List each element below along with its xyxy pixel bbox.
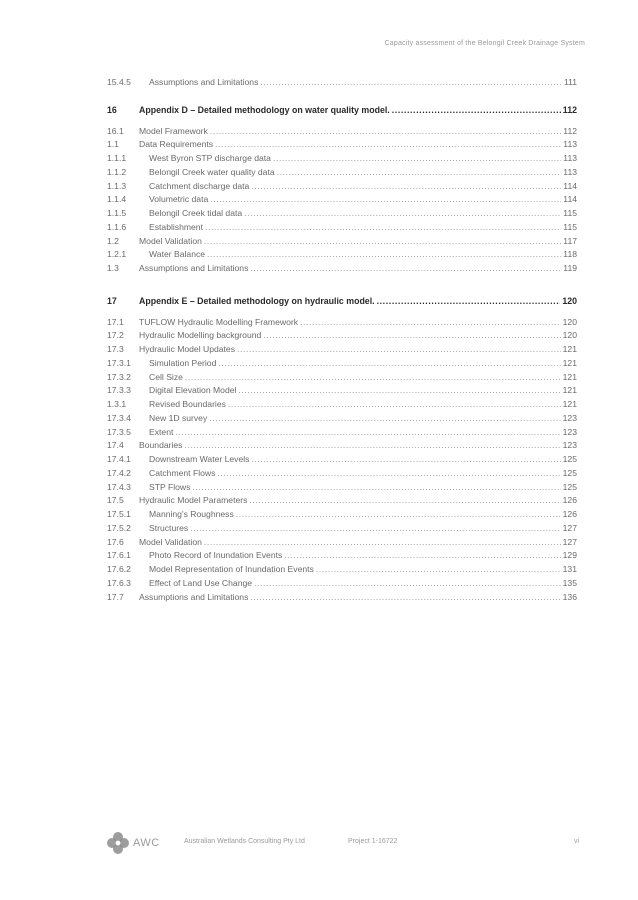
toc-leader-dots [209,412,560,426]
toc-entry[interactable] [107,76,577,90]
toc-entry[interactable] [107,329,577,343]
toc-entry[interactable] [107,426,577,440]
toc-entry[interactable] [107,563,577,577]
toc-title: Hydraulic Model Parameters [139,495,248,506]
toc-page-number: 113 [563,139,577,150]
toc-entry[interactable] [107,166,577,180]
toc-title: Revised Boundaries [149,399,226,409]
toc-number: 1.1.3 [107,180,127,191]
toc-page-number: 120 [562,295,577,306]
toc-leader-dots [250,262,561,276]
toc-page-number: 123 [562,426,577,437]
toc-number: 16.1 [107,125,124,136]
toc-entry[interactable] [107,343,577,357]
toc-number: 1.3 [107,263,119,273]
running-header: Capacity assessment of the Belongil Creek Drainage System [384,40,585,47]
toc-leader-dots [251,180,561,194]
toc-page-number: 125 [562,454,577,464]
toc-leader-dots [260,76,562,90]
toc-title: TUFLOW Hydraulic Modelling Framework [139,316,299,327]
toc-page-number: 115 [563,221,577,232]
toc-page-number: 113 [563,153,577,163]
toc-leader-dots [273,152,561,166]
toc-page-number: 136 [562,591,577,602]
footer-company: Australian Wetlands Consulting Pty Ltd [184,838,305,845]
toc-title: Assumptions and Limitations [139,591,249,602]
toc-entry[interactable] [107,384,577,398]
toc-title: Structures [149,522,189,533]
toc-page-number: 126 [562,495,577,506]
toc-page-number: 115 [563,208,577,218]
toc-page-number: 121 [562,385,577,396]
toc-entry[interactable] [107,522,577,536]
toc-leader-dots [249,494,560,508]
toc-page-number: 125 [562,481,577,492]
toc-block-section-15 [107,76,577,90]
toc-title: Simulation Period [149,357,217,368]
toc-leader-dots [263,329,560,343]
toc-number: 17.4 [107,440,124,451]
toc-title: Digital Elevation Model [149,385,237,396]
toc-title: Extent [149,426,174,437]
toc-entry[interactable] [107,467,577,481]
toc-number: 17.5 [107,495,124,506]
toc-number: 17 [107,295,117,306]
toc-number: 1.3.1 [107,399,127,409]
toc-number: 17.3.5 [107,426,131,437]
toc-page-number: 121 [562,357,577,368]
toc-title: Photo Record of Inundation Events [149,550,283,561]
toc-title: West Byron STP discharge data [149,153,271,163]
toc-leader-dots [190,522,560,536]
toc-entry[interactable] [107,152,577,166]
toc-title: Downstream Water Levels [149,454,250,464]
toc-number: 17.4.3 [107,481,131,492]
toc-number: 17.1 [107,316,124,327]
toc-entry[interactable] [107,549,577,563]
toc-number: 17.4.1 [107,454,131,464]
toc-leader-dots [215,138,561,152]
toc-title: Cell Size [149,371,183,382]
toc-leader-dots [392,104,561,118]
toc-number: 17.6.1 [107,550,131,561]
toc-title: Establishment [149,221,203,232]
toc-entry[interactable] [107,371,577,385]
toc-page-number: 120 [562,330,577,341]
toc-leader-dots [238,384,560,398]
toc-leader-dots [284,549,560,563]
toc-entry[interactable] [107,138,577,152]
toc-title: Assumptions and Limitations [149,77,259,87]
page-footer [106,829,579,857]
toc-title: Catchment Flows [149,467,216,478]
toc-leader-dots [277,166,562,180]
toc-title: Appendix E – Detailed methodology on hydraulic model. [139,295,375,306]
toc-page-number: 113 [563,166,577,177]
toc-entry[interactable] [107,494,577,508]
footer-project: Project 1-16722 [348,838,398,845]
toc-title: STP Flows [149,481,191,492]
toc-title: Effect of Land Use Change [149,577,253,588]
toc-leader-dots [217,467,560,481]
toc-title: Catchment discharge data [149,180,250,191]
toc-leader-dots [204,536,561,550]
toc-title: Hydraulic Modelling background [139,330,262,341]
toc-page-number: 135 [562,577,577,588]
toc-leader-dots [210,125,562,139]
toc-entry[interactable] [107,412,577,426]
toc-number: 1.1.2 [107,166,127,177]
toc-leader-dots [237,343,561,357]
toc-entry[interactable] [107,536,577,550]
toc-leader-dots [185,371,561,385]
toc-page-number: 127 [562,536,577,547]
toc-block-section-16 [107,125,577,276]
toc-title: Hydraulic Model Updates [139,344,236,354]
toc-entry[interactable] [107,193,577,207]
toc-number: 16 [107,104,117,115]
toc-leader-dots [316,563,561,577]
toc-entry[interactable] [107,262,577,276]
toc-number: 17.5.1 [107,509,131,519]
toc-page-number: 123 [562,412,577,423]
footer-page-number: vi [573,838,579,845]
awc-logo-icon [106,831,130,855]
toc-title: Model Framework [139,125,208,136]
toc-title: Model Validation [139,235,202,246]
toc-page-number: 129 [562,550,577,561]
toc-number: 17.5.2 [107,522,131,533]
toc-title: Water Balance [149,249,206,260]
toc-entry[interactable] [107,180,577,194]
table-of-contents [107,76,577,604]
toc-leader-dots [204,235,561,249]
toc-number: 1.2.1 [107,249,127,260]
toc-block-section-17 [107,316,577,605]
toc-number: 17.6.3 [107,577,131,588]
toc-number: 17.3 [107,344,124,354]
toc-chapter-16[interactable] [107,104,577,118]
toc-page-number: 121 [562,371,577,382]
toc-number: 17.3.3 [107,385,131,396]
toc-leader-dots [254,577,561,591]
toc-number: 17.3.1 [107,357,131,368]
toc-page-number: 120 [562,316,577,327]
toc-page-number: 127 [562,522,577,533]
toc-number: 17.3.4 [107,412,131,423]
toc-number: 1.1.5 [107,208,127,218]
toc-entry[interactable] [107,481,577,495]
toc-title: Belongil Creek water quality data [149,166,275,177]
toc-page-number: 125 [562,467,577,478]
toc-leader-dots [210,193,561,207]
toc-page-number: 119 [563,263,577,273]
toc-leader-dots [205,221,561,235]
toc-entry[interactable] [107,357,577,371]
toc-page-number: 118 [563,249,577,260]
toc-title: Data Requirements [139,139,214,150]
toc-page-number: 131 [562,564,577,574]
toc-page-number: 114 [563,194,577,205]
toc-entry[interactable] [107,508,577,522]
toc-number: 17.2 [107,330,124,341]
toc-page-number: 121 [562,344,577,354]
toc-number: 1.2 [107,235,119,246]
toc-number: 1.1.6 [107,221,127,232]
toc-leader-dots [251,453,560,467]
toc-page-number: 112 [562,104,577,115]
toc-entry[interactable] [107,453,577,467]
toc-number: 15.4.5 [107,77,131,87]
toc-page-number: 112 [563,125,577,136]
toc-number: 17.6.2 [107,564,131,574]
toc-page-number: 123 [562,440,577,451]
toc-entry[interactable] [107,125,577,139]
toc-title: Model Representation of Inundation Events [149,564,314,574]
toc-page-number: 121 [562,399,577,409]
toc-number: 17.7 [107,591,124,602]
toc-leader-dots [184,439,560,453]
toc-title: Manning's Roughness [149,509,234,519]
toc-entry[interactable] [107,398,577,412]
toc-leader-dots [207,248,561,262]
toc-title: Appendix D – Detailed methodology on water quality model. [139,104,390,115]
toc-entry[interactable] [107,221,577,235]
toc-title: New 1D survey [149,412,208,423]
toc-leader-dots [300,316,561,330]
toc-leader-dots [244,207,561,221]
toc-page-number: 111 [563,77,577,87]
toc-page-number: 126 [562,509,577,519]
toc-entry[interactable] [107,439,577,453]
toc-title: Assumptions and Limitations [139,263,249,273]
toc-entry[interactable] [107,235,577,249]
toc-number: 17.3.2 [107,371,131,382]
toc-number: 17.4.2 [107,467,131,478]
toc-entry[interactable] [107,577,577,591]
toc-title: Model Validation [139,536,202,547]
toc-entry[interactable] [107,207,577,221]
toc-leader-dots [377,295,561,309]
toc-leader-dots [236,508,561,522]
toc-entry[interactable] [107,316,577,330]
toc-leader-dots [228,398,561,412]
toc-entry[interactable] [107,591,577,605]
toc-entry[interactable] [107,248,577,262]
logo-text: AWC [133,837,160,849]
toc-number: 1.1 [107,139,119,150]
toc-leader-dots [218,357,560,371]
toc-leader-dots [192,481,560,495]
toc-page-number: 114 [563,180,577,191]
toc-title: Belongil Creek tidal data [149,208,243,218]
toc-number: 17.6 [107,536,124,547]
toc-title: Volumetric data [149,194,209,205]
toc-title: Boundaries [139,440,183,451]
toc-page-number: 117 [563,235,577,246]
toc-number: 1.1.4 [107,194,127,205]
toc-leader-dots [250,591,560,605]
toc-chapter-17[interactable] [107,295,577,309]
toc-leader-dots [175,426,560,440]
toc-number: 1.1.1 [107,153,127,163]
